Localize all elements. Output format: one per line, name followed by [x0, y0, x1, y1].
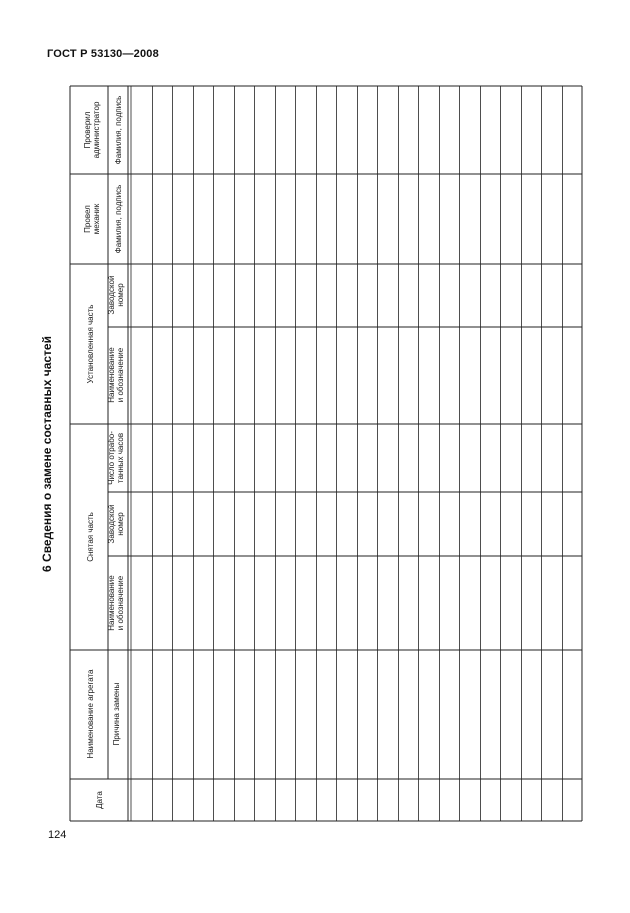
- header-removed-hours-line2: танных часов: [116, 432, 125, 484]
- document-header: ГОСТ Р 53130—2008: [47, 48, 159, 60]
- header-date: Дата: [95, 791, 104, 809]
- header-removed-name-line1: Наименование: [107, 575, 116, 631]
- header-mechanic-sub: Фамилия, подпись: [114, 184, 123, 254]
- header-installed-serial-line2: номер: [116, 283, 125, 307]
- table-row-lines: [153, 86, 563, 821]
- header-administrator-sub: Фамилия, подпись: [114, 95, 123, 165]
- section-title: 6 Сведения о замене составных частей: [40, 335, 54, 572]
- header-installed-group: Установленная часть: [86, 304, 95, 384]
- header-replacement-reason: Причина замены: [112, 682, 121, 746]
- header-removed-serial-line2: номер: [116, 512, 125, 536]
- header-removed-name-line2: и обозначение: [116, 575, 125, 631]
- header-mechanic-line2: механик: [92, 203, 101, 235]
- header-mechanic-line1: Провел: [83, 205, 92, 233]
- header-administrator-line1: Проверил: [83, 111, 92, 149]
- header-removed-serial-line1: Заводской: [107, 504, 116, 544]
- header-unit-name: Наименование агрегата: [86, 669, 95, 759]
- header-installed-name-line1: Наименование: [107, 347, 116, 403]
- header-administrator-line2: администратор: [92, 101, 101, 159]
- header-installed-name-line2: и обозначение: [116, 347, 125, 403]
- header-installed-serial-line1: Заводской: [107, 275, 116, 315]
- header-removed-hours-line1: Число отрабо-: [107, 431, 116, 485]
- header-removed-group: Снятая часть: [86, 512, 95, 562]
- page-number: 124: [48, 829, 67, 841]
